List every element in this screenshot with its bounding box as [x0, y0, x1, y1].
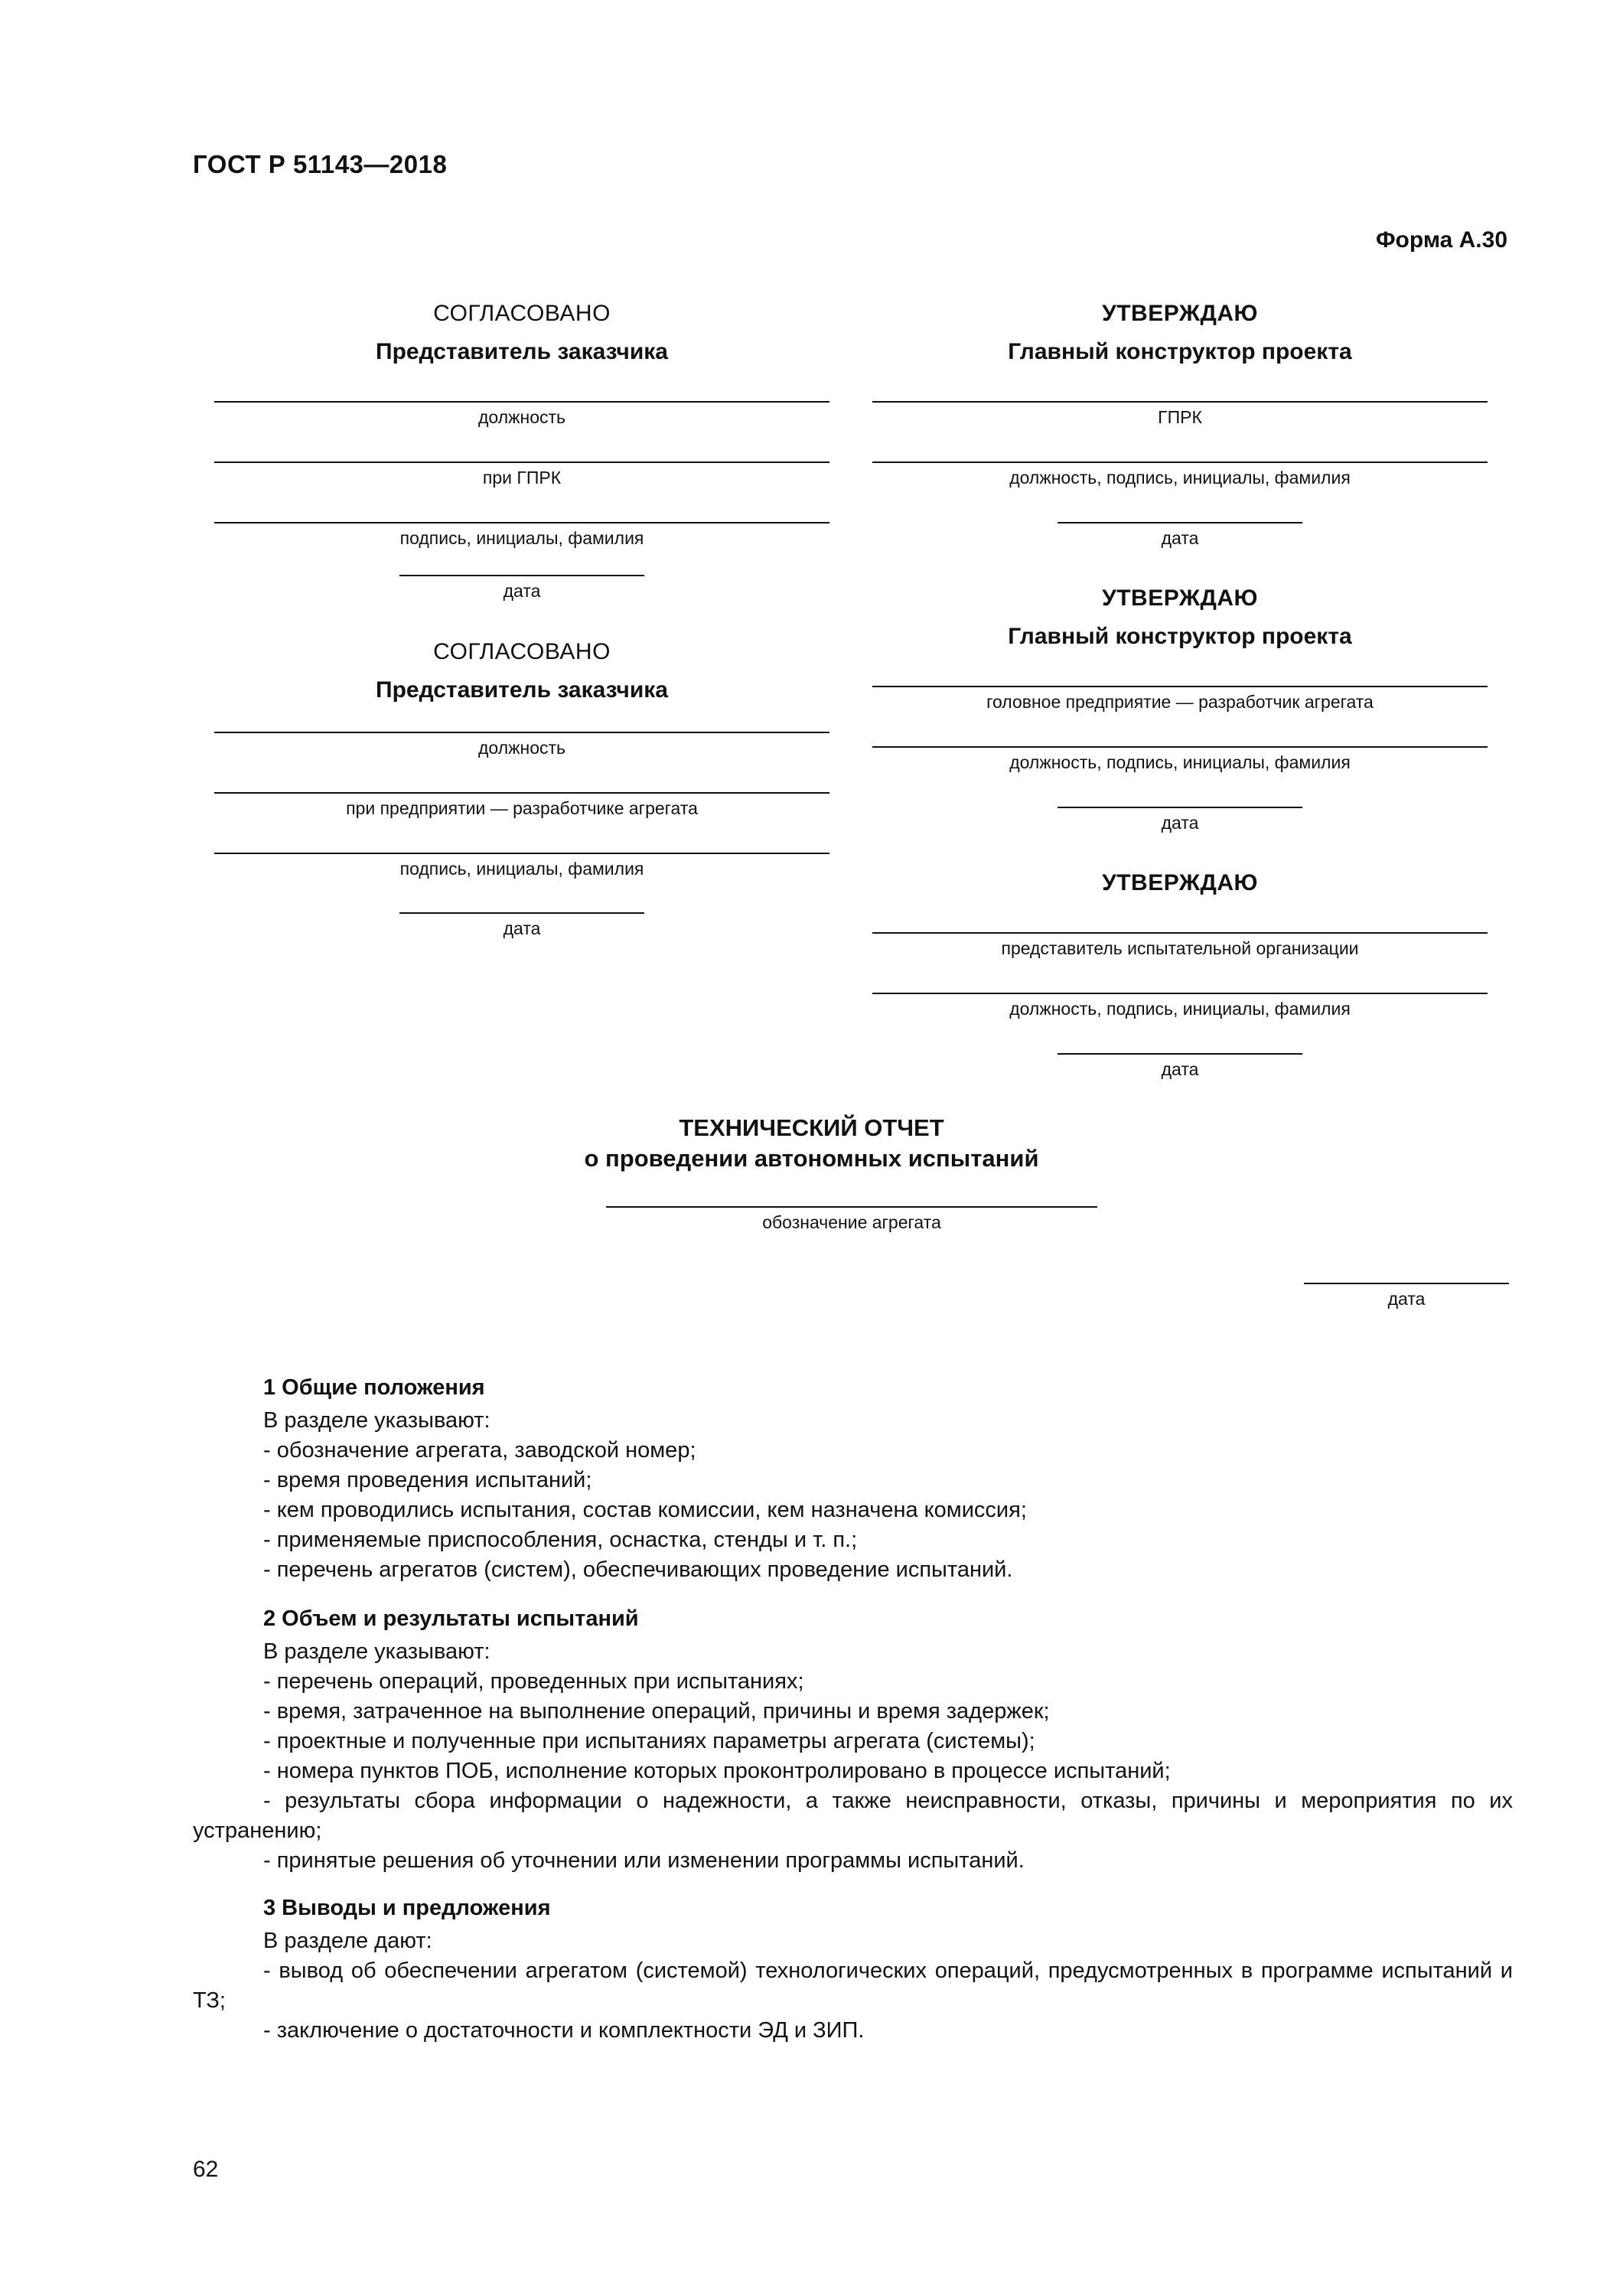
list-item: - вывод об обеспечении агрегатом (системой) технологических операций, предусмотренных в программе испытаний и ТЗ; — [193, 1958, 1513, 2013]
right-block2-field-date[interactable] — [1058, 807, 1302, 833]
form-number: Форма А.30 — [1375, 227, 1507, 253]
right-block1-subheading: Главный конструктор проекта — [1008, 339, 1352, 364]
section-intro: В разделе дают: — [263, 1929, 432, 1953]
document-code: ГОСТ Р 51143—2018 — [193, 150, 448, 178]
right-block3-field-date[interactable] — [1058, 1053, 1302, 1079]
right-block2-field-org[interactable] — [872, 686, 1488, 712]
left-block1-field-date[interactable] — [399, 575, 644, 601]
list-item: - номера пунктов ПОБ, исполнение которых проконтролировано в процессе испытаний; — [263, 1759, 1171, 1783]
unit-designation-field[interactable] — [606, 1206, 1097, 1232]
list-item: - кем проводились испытания, состав комиссии, кем назначена комиссия; — [263, 1498, 1027, 1522]
section-heading: 2 Объем и результаты испытаний — [263, 1606, 639, 1631]
page-number: 62 — [193, 2157, 219, 2182]
left-block2-field-org[interactable] — [214, 792, 829, 818]
field-caption: дата — [1161, 813, 1199, 833]
field-caption: должность, подпись, инициалы, фамилия — [1009, 999, 1351, 1019]
field-caption: представитель испытательной организации — [1001, 938, 1359, 958]
field-caption: дата — [503, 581, 541, 601]
field-caption: обозначение агрегата — [762, 1212, 941, 1232]
right-block1-field-org[interactable] — [872, 401, 1488, 427]
list-item: - проектные и полученные при испытаниях параметры агрегата (системы); — [263, 1729, 1035, 1753]
list-item: - обозначение агрегата, заводской номер; — [263, 1438, 696, 1463]
signature-line — [872, 993, 1488, 994]
list-item: - применяемые приспособления, оснастка, стенды и т. п.; — [263, 1528, 858, 1552]
signature-line — [214, 853, 829, 854]
signature-line — [399, 912, 644, 914]
left-block2-field-date[interactable] — [399, 912, 644, 938]
section-intro: В разделе указывают: — [263, 1408, 490, 1433]
section-heading: 1 Общие положения — [263, 1375, 485, 1400]
field-caption: должность — [477, 407, 566, 427]
signature-line — [606, 1206, 1097, 1208]
right-block3-heading: УТВЕРЖДАЮ — [1102, 870, 1258, 895]
right-approval-block-3 — [872, 869, 1488, 897]
left-block2-field-signature[interactable] — [214, 853, 829, 879]
section-conclusions — [193, 1893, 1513, 2046]
signature-line — [214, 792, 829, 794]
signature-line — [214, 461, 829, 463]
field-caption: подпись, инициалы, фамилия — [399, 528, 644, 548]
signature-line — [872, 401, 1488, 403]
signature-line — [872, 746, 1488, 748]
field-caption: дата — [1387, 1289, 1426, 1309]
field-caption: при ГПРК — [482, 468, 562, 488]
right-block1-field-signature[interactable] — [872, 461, 1488, 488]
field-caption: должность, подпись, инициалы, фамилия — [1009, 752, 1351, 772]
left-block1-subheading: Представитель заказчика — [376, 339, 668, 364]
left-block2-subheading: Представитель заказчика — [376, 677, 668, 703]
signature-line — [399, 575, 644, 576]
list-item: - принятые решения об уточнении или изменении программы испытаний. — [263, 1848, 1025, 1873]
report-title-line1: ТЕХНИЧЕСКИЙ ОТЧЕТ — [679, 1114, 944, 1141]
left-block1-heading: СОГЛАСОВАНО — [433, 301, 611, 326]
right-approval-block-2 — [872, 585, 1488, 651]
list-item: - время проведения испытаний; — [263, 1468, 592, 1492]
right-block1-field-date[interactable] — [1058, 522, 1302, 548]
left-block1-field-signature[interactable] — [214, 522, 829, 548]
right-block3-field-org[interactable] — [872, 932, 1488, 958]
signature-line — [214, 401, 829, 403]
right-approval-block-1 — [872, 300, 1488, 366]
field-caption: при предприятии — разработчике агрегата — [346, 798, 698, 818]
field-caption: дата — [503, 918, 541, 938]
signature-line — [872, 932, 1488, 934]
field-caption: должность, подпись, инициалы, фамилия — [1009, 468, 1351, 488]
signature-line — [1058, 522, 1302, 523]
right-block2-field-signature[interactable] — [872, 746, 1488, 772]
list-item: - перечень операций, проведенных при испытаниях; — [263, 1669, 804, 1694]
right-block3-field-signature[interactable] — [872, 993, 1488, 1019]
field-caption: подпись, инициалы, фамилия — [399, 859, 644, 879]
list-item: - перечень агрегатов (систем), обеспечивающих проведение испытаний. — [263, 1557, 1013, 1582]
section-general — [193, 1373, 1513, 1585]
list-item: - результаты сбора информации о надежности, а также неисправности, отказы, причины и мероприятия по их устранению; — [193, 1789, 1513, 1843]
list-item: - заключение о достаточности и комплектности ЭД и ЗИП. — [263, 2018, 865, 2043]
left-block1-field-org[interactable] — [214, 461, 829, 488]
report-date-field[interactable] — [1304, 1283, 1509, 1309]
signature-line — [214, 522, 829, 523]
field-caption: дата — [1161, 1059, 1199, 1079]
section-heading: 3 Выводы и предложения — [263, 1896, 551, 1920]
signature-line — [872, 686, 1488, 687]
left-block2-heading: СОГЛАСОВАНО — [433, 639, 611, 664]
left-approval-block-1 — [214, 300, 829, 366]
left-block2-field-position[interactable] — [214, 732, 829, 758]
field-caption: должность — [477, 738, 566, 758]
signature-line — [1304, 1283, 1509, 1284]
section-intro: В разделе указывают: — [263, 1639, 490, 1664]
right-block1-heading: УТВЕРЖДАЮ — [1102, 301, 1258, 326]
signature-line — [1058, 807, 1302, 808]
right-block2-heading: УТВЕРЖДАЮ — [1102, 585, 1258, 611]
section-scope-results — [193, 1604, 1513, 1876]
field-caption: дата — [1161, 528, 1199, 548]
right-block2-subheading: Главный конструктор проекта — [1008, 624, 1352, 649]
field-caption: головное предприятие — разработчик агрегата — [986, 692, 1374, 712]
list-item: - время, затраченное на выполнение операций, причины и время задержек; — [263, 1699, 1050, 1724]
left-block1-field-position[interactable] — [214, 401, 829, 427]
signature-line — [214, 732, 829, 733]
signature-line — [1058, 1053, 1302, 1055]
report-title — [0, 1113, 1623, 1174]
report-title-line2: о проведении автономных испытаний — [584, 1145, 1039, 1172]
signature-line — [872, 461, 1488, 463]
left-approval-block-2 — [214, 638, 829, 704]
field-caption: ГПРК — [1158, 407, 1202, 427]
